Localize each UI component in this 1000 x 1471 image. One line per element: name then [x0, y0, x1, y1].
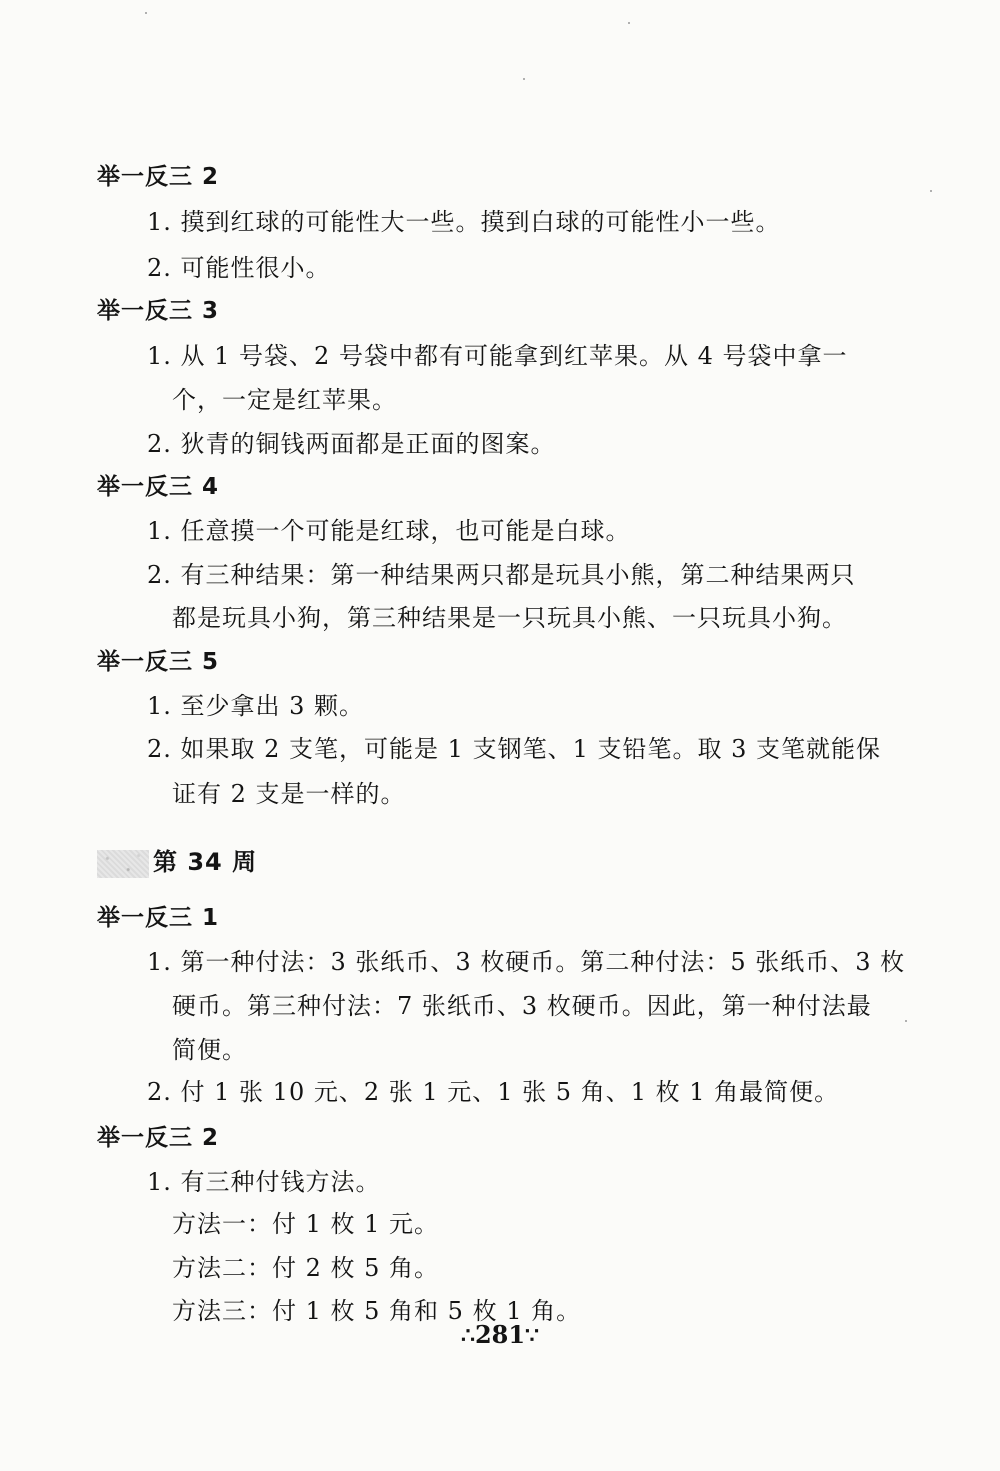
method-line: 方法二：付 2 枚 5 角。 — [172, 1254, 440, 1282]
method-line: 方法三：付 1 枚 5 角和 5 枚 1 角。 — [172, 1297, 582, 1325]
answer-line-continuation: 硬币。第三种付法：7 张纸币、3 枚硬币。因此，第一种付法最 — [172, 992, 872, 1020]
answer-line: 2. 如果取 2 支笔，可能是 1 支钢笔、1 支铅笔。取 3 支笔就能保 — [147, 735, 882, 763]
section-heading: 举一反三 1 — [97, 905, 220, 931]
week-title: 第 34 周 — [153, 848, 258, 876]
section-heading: 举一反三 5 — [97, 649, 220, 675]
scan-speck — [930, 190, 932, 192]
answer-line: 2. 可能性很小。 — [147, 254, 331, 282]
answer-line: 2. 付 1 张 10 元、2 张 1 元、1 张 5 角、1 枚 1 角最简便。 — [147, 1078, 840, 1106]
answer-line-continuation: 个，一定是红苹果。 — [172, 386, 397, 414]
answer-line: 1. 至少拿出 3 颗。 — [147, 692, 365, 720]
section-heading: 举一反三 2 — [97, 1125, 220, 1151]
scan-speck — [628, 22, 630, 24]
answer-line-continuation: 证有 2 支是一样的。 — [172, 780, 406, 808]
answer-line: 1. 第一种付法：3 张纸币、3 枚硬币。第二种付法：5 张纸币、3 枚 — [147, 948, 906, 976]
answer-line: 2. 有三种结果：第一种结果两只都是玩具小熊，第二种结果两只 — [147, 561, 856, 589]
scan-speck — [145, 12, 147, 14]
scan-speck — [523, 78, 525, 80]
answer-line: 1. 任意摸一个可能是红球，也可能是白球。 — [147, 517, 631, 545]
ornament-dots-icon: ∵ — [525, 1323, 540, 1349]
answer-line-continuation: 都是玩具小狗，第三种结果是一只玩具小熊、一只玩具小狗。 — [172, 604, 847, 632]
section-heading: 举一反三 2 — [97, 164, 220, 190]
answer-line: 1. 从 1 号袋、2 号袋中都有可能拿到红苹果。从 4 号袋中拿一 — [147, 342, 848, 370]
method-line: 方法一：付 1 枚 1 元。 — [172, 1210, 440, 1238]
answer-line: 2. 狄青的铜钱两面都是正面的图案。 — [147, 430, 556, 458]
week-title-marker — [97, 850, 149, 878]
page-number: 281 — [474, 1320, 526, 1349]
scan-speck — [905, 1020, 907, 1022]
ornament-dots-icon: ∴ — [460, 1323, 475, 1349]
answer-line: 1. 摸到红球的可能性大一些。摸到白球的可能性小一些。 — [147, 208, 781, 236]
page-footer — [0, 1320, 1000, 1349]
section-heading: 举一反三 4 — [97, 474, 220, 500]
section-heading: 举一反三 3 — [97, 298, 220, 324]
answer-line: 1. 有三种付钱方法。 — [147, 1168, 381, 1196]
answer-line-continuation: 简便。 — [172, 1036, 247, 1064]
